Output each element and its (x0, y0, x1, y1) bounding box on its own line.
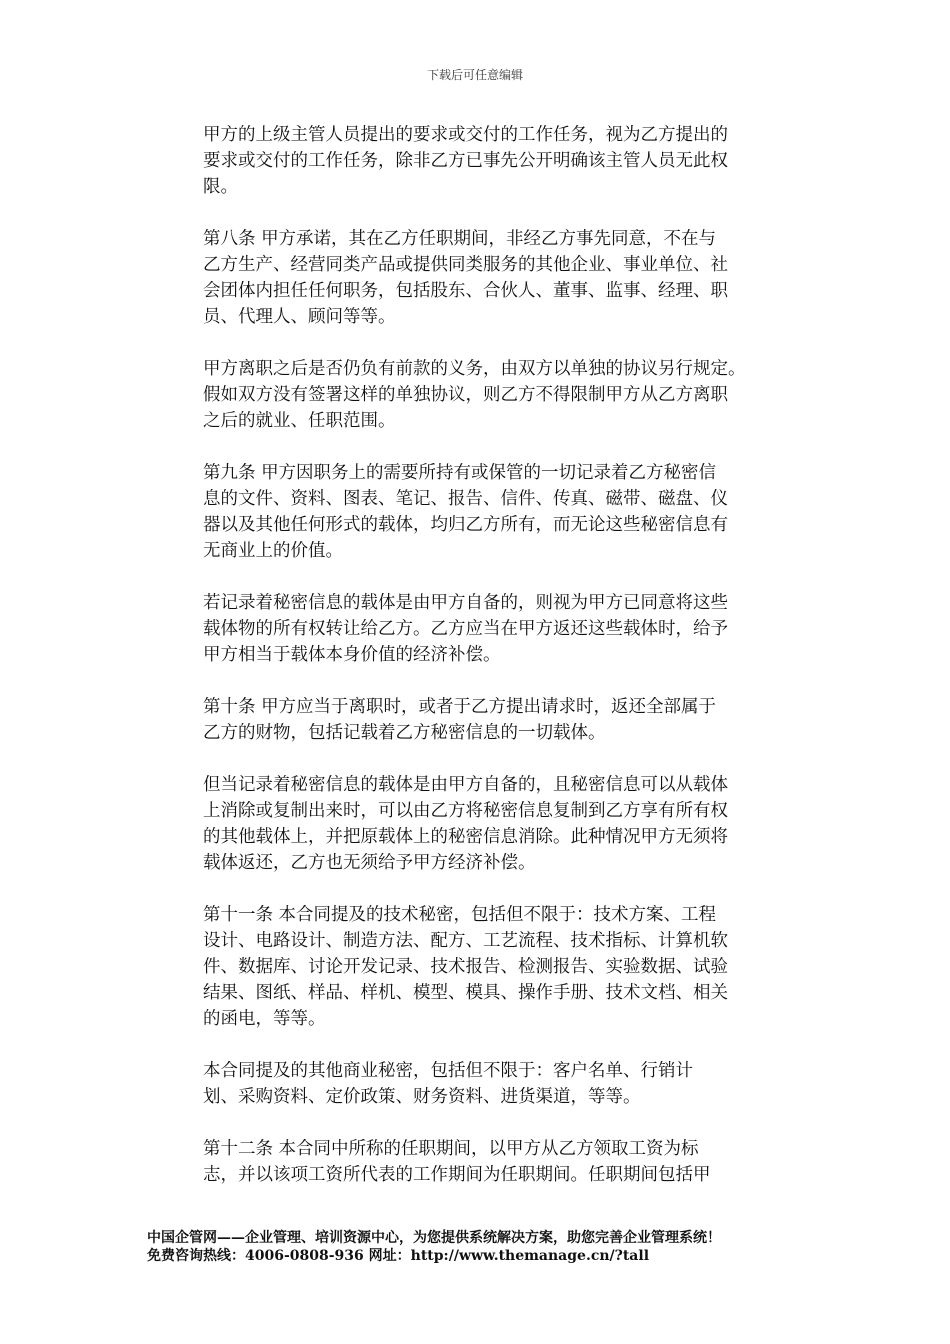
paragraph-line: 第九条 甲方因职务上的需要所持有或保管的一切记录着乙方秘密信 (203, 463, 717, 483)
paragraph-line: 第十二条 本合同中所称的任职期间，以甲方从乙方领取工资为标 (203, 1139, 699, 1159)
paragraph-line: 乙方的财物，包括记载着乙方秘密信息的一切载体。 (203, 723, 606, 743)
paragraph-line: 会团体内担任任何职务，包括股东、合伙人、董事、监事、经理、职 (203, 281, 728, 301)
footer-promo-line: 中国企管网——企业管理、培训资源中心，为您提供系统解决方案，助您完善企业管理系统！ (147, 1230, 721, 1246)
paragraph-line: 第十一条 本合同提及的技术秘密，包括但不限于：技术方案、工程 (203, 905, 717, 925)
paragraph-line: 上消除或复制出来时，可以由乙方将秘密信息复制到乙方享有所有权 (203, 801, 728, 821)
paragraph-line: 第八条 甲方承诺，其在乙方任职期间，非经乙方事先同意，不在与 (203, 229, 717, 249)
footer-contact-line: 免费咨询热线：4006-0808-936 网址：http://www.themanage.cn/?tall (147, 1248, 650, 1264)
paragraph-line: 件、数据库、讨论开发记录、技术报告、检测报告、实验数据、试验 (203, 957, 728, 977)
paragraph-line: 载体物的所有权转让给乙方。乙方应当在甲方返还这些载体时，给予 (203, 619, 728, 639)
footer (147, 1229, 937, 1265)
paragraph-line: 甲方离职之后是否仍负有前款的义务，由双方以单独的协议另行规定。 (203, 359, 746, 379)
paragraph (203, 1058, 803, 1110)
paragraph (203, 772, 803, 876)
paragraph-line: 志，并以该项工资所代表的工作期间为任职期间。任职期间包括甲 (203, 1165, 711, 1185)
paragraph-line: 甲方相当于载体本身价值的经济补偿。 (203, 645, 501, 665)
paragraph-line: 结果、图纸、样品、样机、模型、模具、操作手册、技术文档、相关 (203, 983, 728, 1003)
paragraph-line: 载体返还，乙方也无须给予甲方经济补偿。 (203, 853, 536, 873)
paragraph (203, 122, 803, 200)
paragraph (203, 902, 803, 1032)
paragraph-line: 的函电，等等。 (203, 1009, 326, 1029)
paragraph (203, 590, 803, 668)
paragraph (203, 460, 803, 564)
paragraph-line: 设计、电路设计、制造方法、配方、工艺流程、技术指标、计算机软 (203, 931, 728, 951)
paragraph-line: 乙方生产、经营同类产品或提供同类服务的其他企业、事业单位、社 (203, 255, 728, 275)
paragraph-line: 员、代理人、顾问等等。 (203, 307, 396, 327)
paragraph-line: 但当记录着秘密信息的载体是由甲方自备的，且秘密信息可以从载体 (203, 775, 728, 795)
paragraph-line: 的其他载体上，并把原载体上的秘密信息消除。此种情况甲方无须将 (203, 827, 728, 847)
paragraph-line: 划、采购资料、定价政策、财务资料、进货渠道，等等。 (203, 1087, 641, 1107)
header-note: 下载后可任意编辑 (426, 68, 523, 82)
paragraph-line: 若记录着秘密信息的载体是由甲方自备的，则视为甲方已同意将这些 (203, 593, 728, 613)
document-body (203, 122, 803, 1214)
paragraph-line: 甲方的上级主管人员提出的要求或交付的工作任务，视为乙方提出的 (203, 125, 728, 145)
paragraph-line: 之后的就业、任职范围。 (203, 411, 396, 431)
paragraph-line: 息的文件、资料、图表、笔记、报告、信件、传真、磁带、磁盘、仪 (203, 489, 728, 509)
paragraph (203, 356, 803, 434)
paragraph-line: 假如双方没有签署这样的单独协议，则乙方不得限制甲方从乙方离职 (203, 385, 728, 405)
paragraph (203, 694, 803, 746)
paragraph-line: 器以及其他任何形式的载体，均归乙方所有，而无论这些秘密信息有 (203, 515, 728, 535)
paragraph-line: 限。 (203, 177, 238, 197)
paragraph-line: 要求或交付的工作任务，除非乙方已事先公开明确该主管人员无此权 (203, 151, 728, 171)
paragraph-line: 第十条 甲方应当于离职时，或者于乙方提出请求时，返还全部属于 (203, 697, 717, 717)
paragraph-line: 无商业上的价值。 (203, 541, 343, 561)
paragraph (203, 226, 803, 330)
paragraph-line: 本合同提及的其他商业秘密，包括但不限于：客户名单、行销计 (203, 1061, 693, 1081)
paragraph (203, 1136, 803, 1188)
